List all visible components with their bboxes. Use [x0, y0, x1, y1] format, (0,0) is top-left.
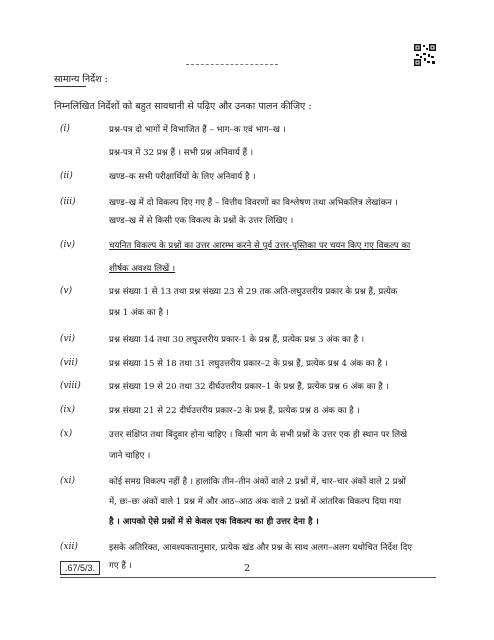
instruction-line: प्रश्न संख्या 21 से 22 दीर्घउत्तरीय प्रकार–2 के प्रश्न हैं, प्रत्येक प्रश्न 8 अंक का है ।: [109, 406, 360, 416]
item-number: (xii): [60, 542, 78, 552]
instruction-line: खण्ड–ख में से किसी एक विकल्प के प्रश्नों के उत्तर लिखिए ।: [109, 216, 294, 226]
item-number: (x): [60, 429, 73, 439]
instruction-line: प्रश्न संख्या 1 से 13 तथा प्रश्न संख्या 23 से 29 तक अति-लघुउत्तरीय प्रकार के प्रश्न हैं, प्रत्येक: [109, 287, 398, 297]
item-number: (vi): [60, 334, 75, 344]
item-number: (v): [60, 286, 73, 296]
instruction-line: प्रश्न संख्या 19 से 20 तथा 32 दीर्घउत्तरीय प्रकार–1 के प्रश्न हैं, प्रत्येक प्रश्न 6 अंक का है ।: [109, 382, 389, 392]
instruction-line: चयनित विकल्प के प्रश्नों का उत्तर आरम्भ करने से पूर्व उत्तर-पुस्तिका पर चयन किए गए विकल्प का: [109, 241, 411, 251]
instruction-line: में, छः–छः अंकों वाले 1 प्रश्न में और आठ–आठ अंक वाले 2 प्रश्नों में आंतरिक विकल्प दिया गया: [109, 497, 402, 507]
instruction-line: प्रश्न संख्या 15 से 18 तथा 31 लघुउत्तरीय प्रकार–2 के प्रश्न हैं, प्रत्येक प्रश्न 4 अंक का है ।: [109, 359, 388, 369]
item-number: (iv): [60, 240, 75, 250]
instruction-line: इसके अतिरिक्त, आवश्यकतानुसार, प्रत्येक खंड और प्रश्न के साथ अलग–अलग यथोचित निर्देश दिए: [109, 543, 413, 553]
item-number: (xi): [60, 476, 75, 486]
instruction-line: उत्तर संक्षिप्त तथा बिंदुवार होना चाहिए । किसी भाग के सभी प्रश्नों के उत्तर एक ही स्थान पर लिखे: [109, 430, 408, 440]
instruction-line: कोई समग्र विकल्प नहीं है । हालांकि तीन–तीन अंकों वाले 2 प्रश्नों में, चार–चार अंकों वाले 2 प्रश्नों: [109, 477, 406, 487]
intro-text: निम्नलिखित निर्देशों को बहुत सावधानी से पढ़िए और उनका पालन कीजिए :: [54, 101, 312, 112]
item-number: (ii): [60, 171, 73, 181]
instruction-line: गए हैं ।: [109, 561, 132, 571]
instruction-line: जाने चाहिए ।: [109, 451, 151, 461]
instruction-line: प्रश्न-पत्र दो भागों में विभाजित हैं – भाग–क एवं भाग–ख ।: [109, 125, 286, 135]
item-number: (ix): [60, 405, 75, 415]
item-number: (vii): [60, 358, 78, 368]
instruction-line: है । आपको ऐसे प्रश्नों में से केवल एक विकल्प का ही उत्तर देना है ।: [109, 517, 319, 527]
item-number: (i): [60, 124, 70, 134]
item-number: (iii): [60, 197, 76, 207]
header-rule: [186, 64, 278, 65]
paper-code: .67/5/3.: [60, 561, 100, 575]
item-number: (viii): [60, 381, 81, 391]
page-number: 2: [244, 563, 251, 574]
instruction-line: प्रश्न संख्या 14 तथा 30 लघुउत्तरीय प्रकार-1 के प्रश्न हैं, प्रत्येक प्रश्न 3 अंक का है ।: [109, 335, 365, 345]
instruction-line: प्रश्न 1 अंक का है ।: [109, 308, 169, 318]
heading-underline: [54, 86, 86, 87]
instruction-line: खण्ड–ख में दो विकल्प दिए गए हैं – वित्तीय विवरणों का विश्लेषण तथा अभिकलित्र लेखांकन ।: [109, 198, 398, 208]
footer-rule: [60, 577, 436, 578]
instruction-line: खण्ड–क सभी परीक्षार्थियों के लिए अनिवार्य है ।: [109, 172, 256, 182]
qr-code-icon: [414, 44, 436, 66]
instruction-line: शीर्षक अवश्य लिखें ।: [109, 264, 176, 274]
general-instructions-heading: सामान्य निर्देश :: [54, 74, 108, 85]
instruction-line: प्रश्न-पत्र में 32 प्रश्न हैं । सभी प्रश्न अनिवार्य हैं ।: [109, 148, 254, 158]
